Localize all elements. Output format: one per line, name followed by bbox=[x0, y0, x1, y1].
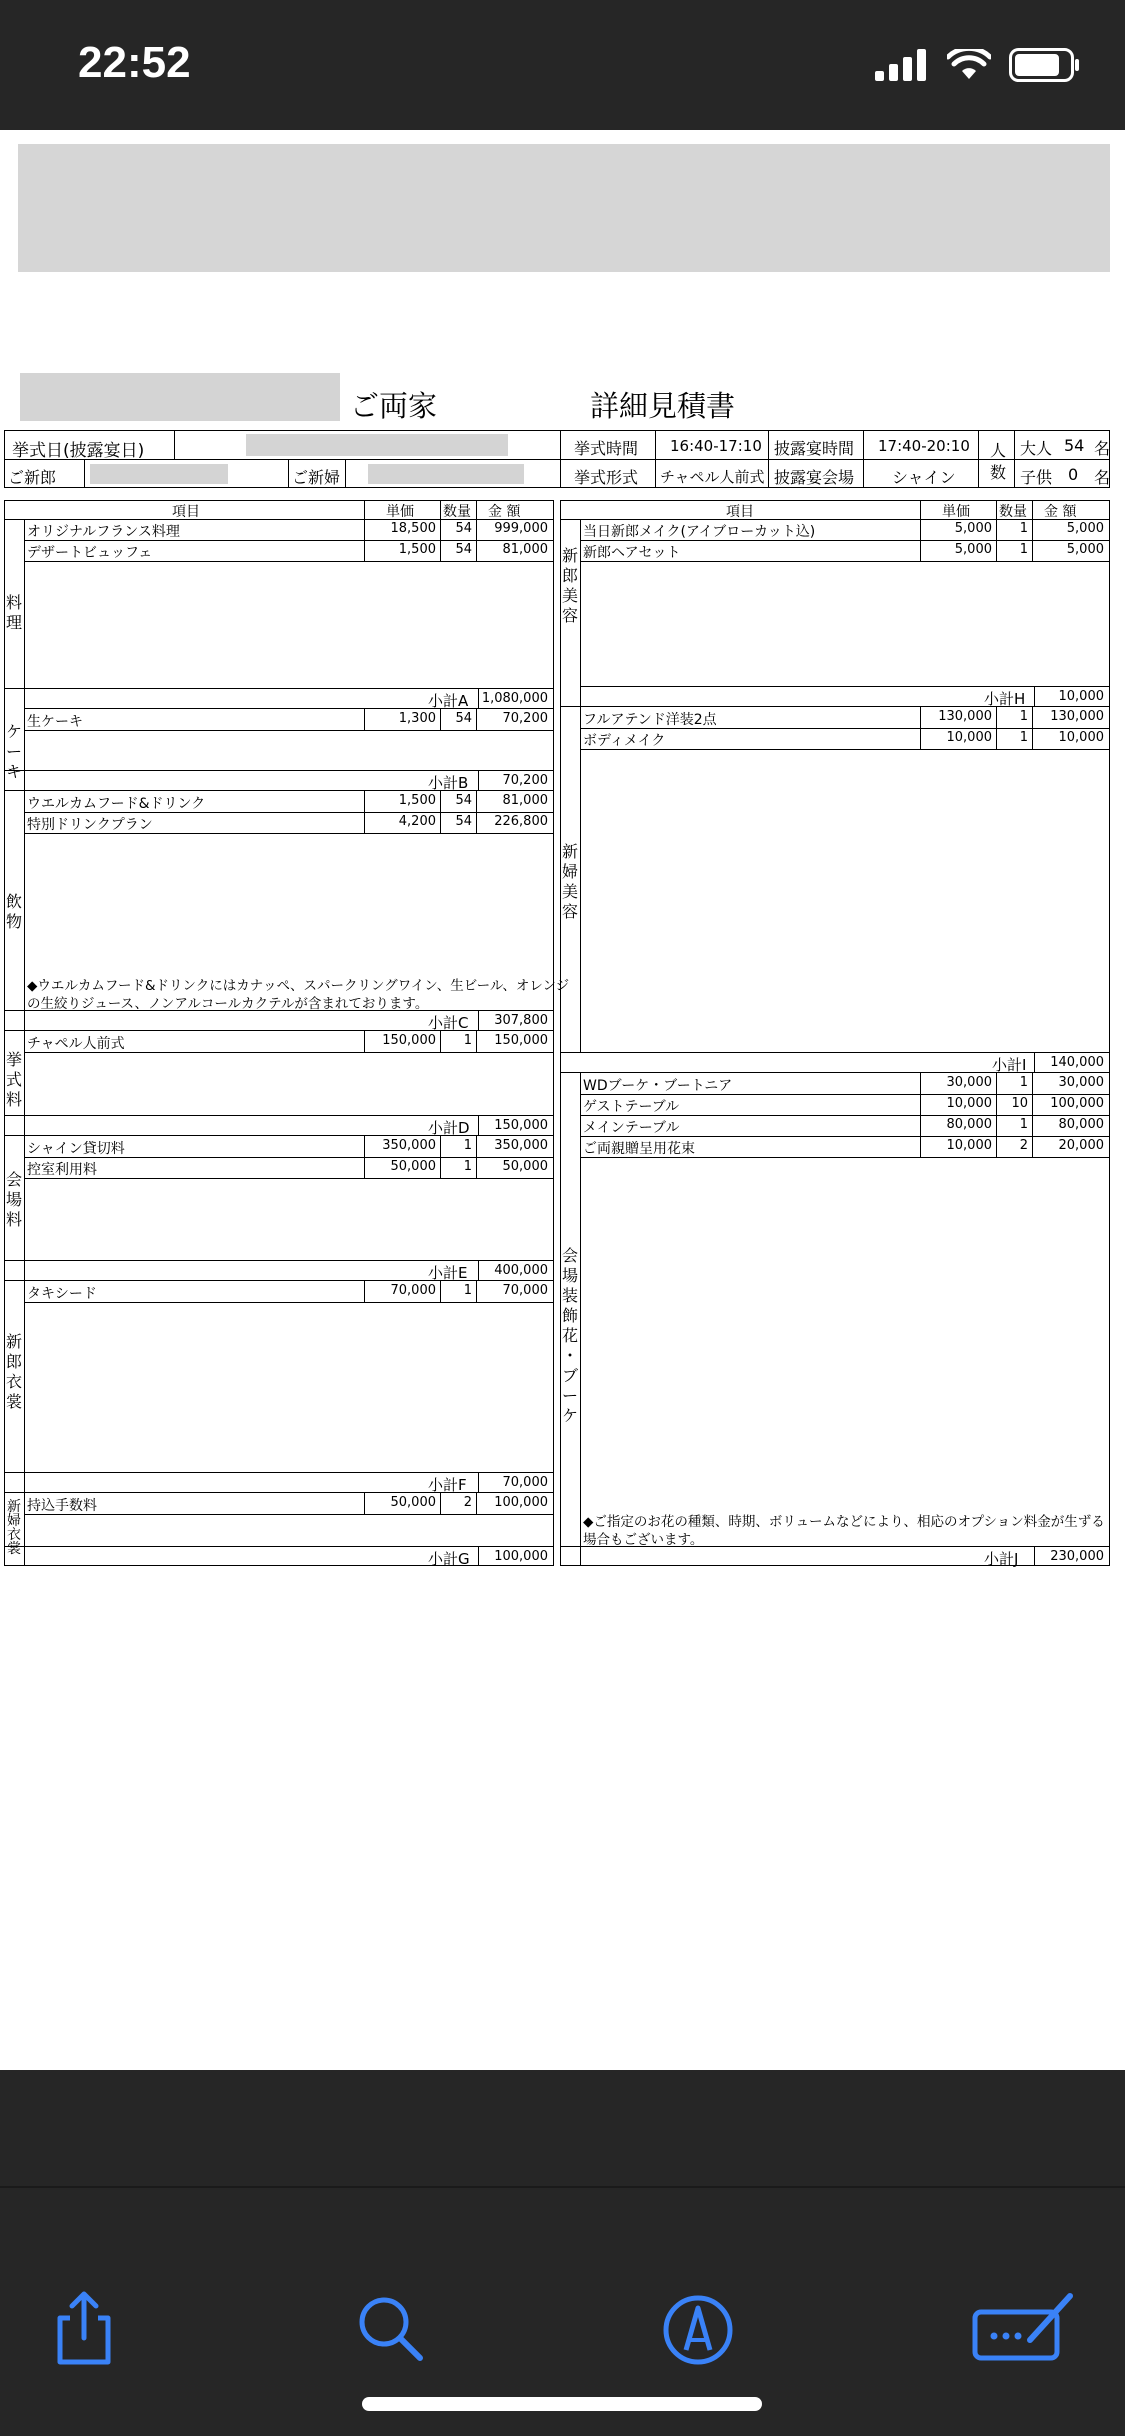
status-time: 22:52 bbox=[78, 38, 191, 87]
left-col-item: 項目 bbox=[172, 504, 200, 520]
section-h-label: 新 郎 美 容 bbox=[561, 546, 578, 625]
share-icon bbox=[44, 2288, 124, 2368]
section-i-label: 新 婦 美 容 bbox=[561, 842, 578, 921]
subtotal-d: 150,000 bbox=[494, 1118, 548, 1133]
status-bar bbox=[0, 0, 1125, 130]
markup-button[interactable] bbox=[658, 2288, 738, 2368]
redacted-banner bbox=[18, 144, 1110, 272]
style-label: 挙式形式 bbox=[574, 468, 639, 487]
subtotal-d-label: 小計D bbox=[428, 1119, 470, 1137]
flower-note-line1: ◆ご指定のお花の種類、時期、ボリュームなどにより、相応のオプション料金が生ずる bbox=[583, 1514, 1105, 1530]
ceremony-time: 16:40-17:10 bbox=[670, 437, 762, 455]
subtotal-a-label: 小計A bbox=[428, 692, 469, 710]
subtotal-h-label: 小計H bbox=[984, 690, 1026, 708]
search-icon bbox=[350, 2288, 430, 2368]
left-col-qty: 数量 bbox=[443, 504, 471, 520]
drink-note-line1: ◆ウエルカムフード&ドリンクにはカナッペ、スパークリングワイン、生ビール、オレンジ bbox=[27, 978, 570, 994]
subtotal-c: 307,800 bbox=[494, 1013, 548, 1028]
section-b-label: ケ ー キ bbox=[5, 722, 22, 781]
subtotal-g: 100,000 bbox=[494, 1549, 548, 1564]
cellular-signal-icon bbox=[875, 49, 929, 81]
subtotal-e: 400,000 bbox=[494, 1263, 548, 1278]
venue-label: 披露宴会場 bbox=[774, 468, 855, 487]
right-estimate-table bbox=[560, 500, 1110, 1566]
headcount-label: 人数 bbox=[989, 441, 1006, 482]
subtotal-h: 10,000 bbox=[1058, 689, 1104, 704]
reception-time: 17:40-20:10 bbox=[878, 437, 970, 455]
redacted-family-name bbox=[20, 373, 340, 421]
left-col-amount: 金 額 bbox=[488, 504, 521, 520]
document-page bbox=[0, 130, 1125, 2070]
redacted-groom-name bbox=[90, 464, 228, 484]
subtotal-b-label: 小計B bbox=[428, 774, 469, 792]
child-label: 子供 bbox=[1020, 468, 1053, 487]
adult-label: 大人 bbox=[1020, 439, 1053, 458]
section-a-label: 料 理 bbox=[5, 593, 22, 632]
document-title: 詳細見積書 bbox=[590, 389, 736, 423]
signature-button[interactable] bbox=[970, 2288, 1080, 2368]
subtotal-b: 70,200 bbox=[502, 773, 548, 788]
bride-label: ご新婦 bbox=[292, 468, 341, 487]
section-c-label: 飲 物 bbox=[5, 892, 22, 931]
right-col-qty: 数量 bbox=[999, 504, 1027, 520]
venue-name: シャイン bbox=[892, 468, 956, 487]
child-unit: 名 bbox=[1094, 468, 1111, 487]
share-button[interactable] bbox=[44, 2288, 124, 2368]
markup-icon bbox=[658, 2288, 738, 2368]
ceremony-time-label: 挙式時間 bbox=[574, 439, 639, 458]
home-indicator[interactable] bbox=[362, 2397, 762, 2411]
subtotal-j: 230,000 bbox=[1050, 1549, 1104, 1564]
battery-icon bbox=[1009, 48, 1081, 82]
subtotal-f-label: 小計F bbox=[428, 1476, 467, 1494]
subtotal-f: 70,000 bbox=[502, 1475, 548, 1490]
redacted-date bbox=[246, 434, 508, 456]
wifi-icon bbox=[947, 49, 991, 81]
right-col-item: 項目 bbox=[726, 504, 754, 520]
section-f-label: 新 郎 衣 裳 bbox=[5, 1332, 22, 1411]
family-suffix: ご両家 bbox=[350, 389, 438, 423]
drink-note-line2: の生絞りジュース、ノンアルコールカクテルが含まれております。 bbox=[27, 996, 429, 1012]
subtotal-a: 1,080,000 bbox=[481, 691, 548, 706]
reception-time-label: 披露宴時間 bbox=[774, 439, 855, 458]
child-count: 0 bbox=[1068, 465, 1079, 484]
subtotal-i: 140,000 bbox=[1050, 1055, 1104, 1070]
subtotal-e-label: 小計E bbox=[428, 1264, 468, 1282]
signature-icon bbox=[970, 2288, 1080, 2368]
search-button[interactable] bbox=[350, 2288, 430, 2368]
subtotal-g-label: 小計G bbox=[428, 1550, 470, 1568]
ceremony-date-label: 挙式日(披露宴日) bbox=[12, 441, 145, 461]
section-j-label: 会 場 装 飾 花 ・ ブ ー ケ bbox=[561, 1246, 578, 1425]
adult-unit: 名 bbox=[1094, 439, 1111, 458]
groom-label: ご新郎 bbox=[8, 468, 57, 487]
right-col-amount: 金 額 bbox=[1044, 504, 1077, 520]
left-col-price: 単価 bbox=[386, 504, 414, 520]
section-d-label: 挙 式 料 bbox=[5, 1050, 22, 1109]
adult-count: 54 bbox=[1064, 436, 1085, 455]
subtotal-j-label: 小計J bbox=[984, 1550, 1019, 1568]
subtotal-c-label: 小計C bbox=[428, 1014, 469, 1032]
ceremony-style: チャペル人前式 bbox=[660, 468, 765, 486]
section-e-label: 会 場 料 bbox=[5, 1170, 22, 1229]
flower-note-line2: 場合もございます。 bbox=[583, 1532, 704, 1548]
redacted-bride-name bbox=[368, 464, 524, 484]
subtotal-i-label: 小計I bbox=[992, 1056, 1027, 1074]
bottom-toolbar bbox=[0, 2070, 1125, 2436]
right-col-price: 単価 bbox=[942, 504, 970, 520]
section-g-label: 新 婦 衣 裳 bbox=[7, 1499, 21, 1557]
estimate-document: ご両家 詳細見積書 挙式日(披露宴日) 挙式時間 16:40-17:10 披露宴時間 17:40-20:10 人数 大人 54 名 ご新郎 ご新婦 挙式形式 チャペル人前式 披露宴会場 シャイン 子供 0 名 項目 単価 数量 金 額 料 理 オリジナルフランス料理 18,500 54 999,000 デザートビュッフェ 1,500 54 81,000 小計A 1,080,000 ケ ー キ 生ケーキ 1,300 54 70,200 小計B 70,200 飲 物 ウエルカムフード&ドリンク 1,500 54 81,000 特別ドリンクプラン 4,200 54 226,800 ◆ウエルカムフード&ドリンクにはカナッペ、スパークリングワイン、生ビール、オレンジ の生絞りジュース、ノンアルコールカクテルが含まれております。 小計C 307,800 挙 式 料 チャペル人前式 150,000 1 150,000 小計D 150,000 会 場 料 シャイン貸切料 350,000 1 350,000 控室利用料 50,000 1 50,000 小計E 400,000 新 郎 衣 裳 タキシード 70,000 1 70,000 小計F 70,000 新 婦 衣 裳 持込手数料 50,000 2 100,000 小計G 100,000 項目 単価 数量 金 額 新 郎 美 容 当日新郎メイク(アイブローカット込) 5,000 1 5,000 新郎ヘアセット 5,000 1 5,000 小計H 10,000 新 婦 美 容 フルアテンド洋装2点 130,000 1 130,000 ボディメイク 10,000 1 10,000 小計I 140,000 会 場 装 飾 花 ・ ブ ー ケ WDブーケ・ブートニア 30,000 1 30,000 ゲストテーブル 10,000 10 100,000 メインテーブル 80,000 1 80,000 ご両親贈呈用花束 10,000 2 20,000 ◆ご指定のお花の種類、時期、ボリュームなどにより、相応のオプション料金が生ずる 場合もございます。 小計J 230,000 bbox=[0, 370, 1125, 2070]
